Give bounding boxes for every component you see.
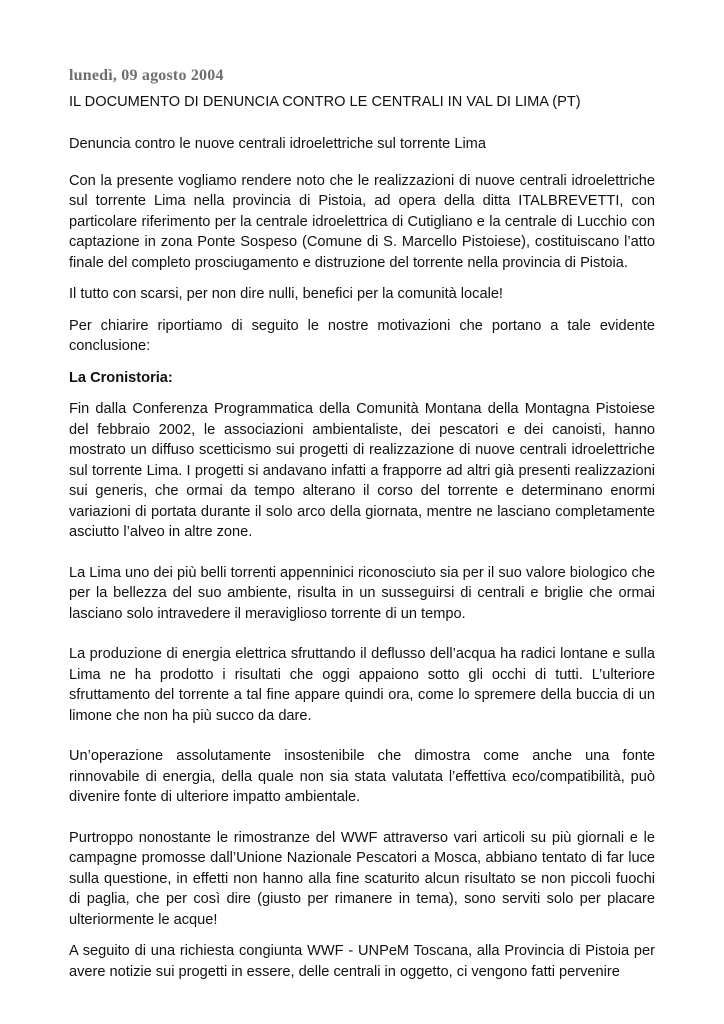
body-paragraph: La Lima uno dei più belli torrenti appenninici riconosciuto sia per il suo valore biologico che per la bellezza del suo ambiente, risulta in un susseguirsi di centrali e briglie che ormai lasciano solo intravedere il meraviglioso torrente di un tempo. [69, 564, 655, 622]
post-date: lunedì, 09 agosto 2004 [69, 67, 224, 84]
document-title: IL DOCUMENTO DI DENUNCIA CONTRO LE CENTRALI IN VAL DI LIMA (PT) [69, 94, 581, 110]
intro-paragraph: Per chiarire riportiamo di seguito le nostre motivazioni che portano a tale evidente conclusione: [69, 317, 655, 354]
body-paragraph: Purtroppo nonostante le rimostranze del WWF attraverso vari articoli su più giornali e le campagne promosse dall’Unione Nazionale Pescatori a Mosca, abbiano tentato di far luce sulla questione, in effetti non hanno alla fine scaturito alcun risultato se non piccoli fuochi di paglia, che per così dire (giusto per rimanere in tema), sono serviti solo per placare ulteriormente le acque! [69, 829, 655, 928]
body-paragraph: Un’operazione assolutamente insostenibile che dimostra come anche una fonte rinnovabile di energia, della quale non sia stata valutata l’effettiva eco/compatibilità, può divenire fonte di ulteriore impatto ambientale. [69, 748, 655, 805]
section-heading: La Cronistoria: [69, 369, 173, 386]
body-paragraph: Fin dalla Conferenza Programmatica della Comunità Montana della Montagna Pistoiese del febbraio 2002, le associazioni ambientaliste, dei pescatori e dei canoisti, hanno mostrato un diffuso scetticismo sui progetti di realizzazione di nuove centrali idroelettriche sul torrente Lima. I progetti si andavano infatti a frapporre ad altri già presenti realizzazioni sui generis, che ormai da tempo alterano il corso del torrente e determinano enormi variazioni di portata durante il solo arco della giornata, mentre ne lasciano completamente asciutto l’alveo in altre zone. [69, 401, 655, 540]
document-page [69, 66, 655, 993]
intro-paragraph: Il tutto con scarsi, per non dire nulli, benefici per la comunità locale! [69, 286, 503, 302]
article-subtitle: Denuncia contro le nuove centrali idroelettriche sul torrente Lima [69, 136, 486, 152]
body-paragraph: A seguito di una richiesta congiunta WWF - UNPeM Toscana, alla Provincia di Pistoia per avere notizie sui progetti in essere, delle centrali in oggetto, ci vengono fatti pervenire [69, 943, 655, 980]
intro-paragraph: Con la presente vogliamo rendere noto che le realizzazioni di nuove centrali idroelettriche sul torrente Lima nella provincia di Pistoia, ad opera della ditta ITALBREVETTI, con particolare riferimento per la centrale idroelettrica di Cutigliano e la centrale di Lucchio con captazione in zona Ponte Sospeso (Comune di S. Marcello Pistoiese), costituiscano l’atto finale del completo prosciugamento e distruzione del torrente nella provincia di Pistoia. [69, 172, 655, 271]
body-paragraph: La produzione di energia elettrica sfruttando il deflusso dell’acqua ha radici lontane e sulla Lima ne ha prodotto i risultati che oggi appaiono sotto gli occhi di tutti. L’ulteriore sfruttamento del torrente a tal fine appare quindi ora, come lo spremere della buccia di un limone che non ha più succo da dare. [69, 646, 655, 724]
